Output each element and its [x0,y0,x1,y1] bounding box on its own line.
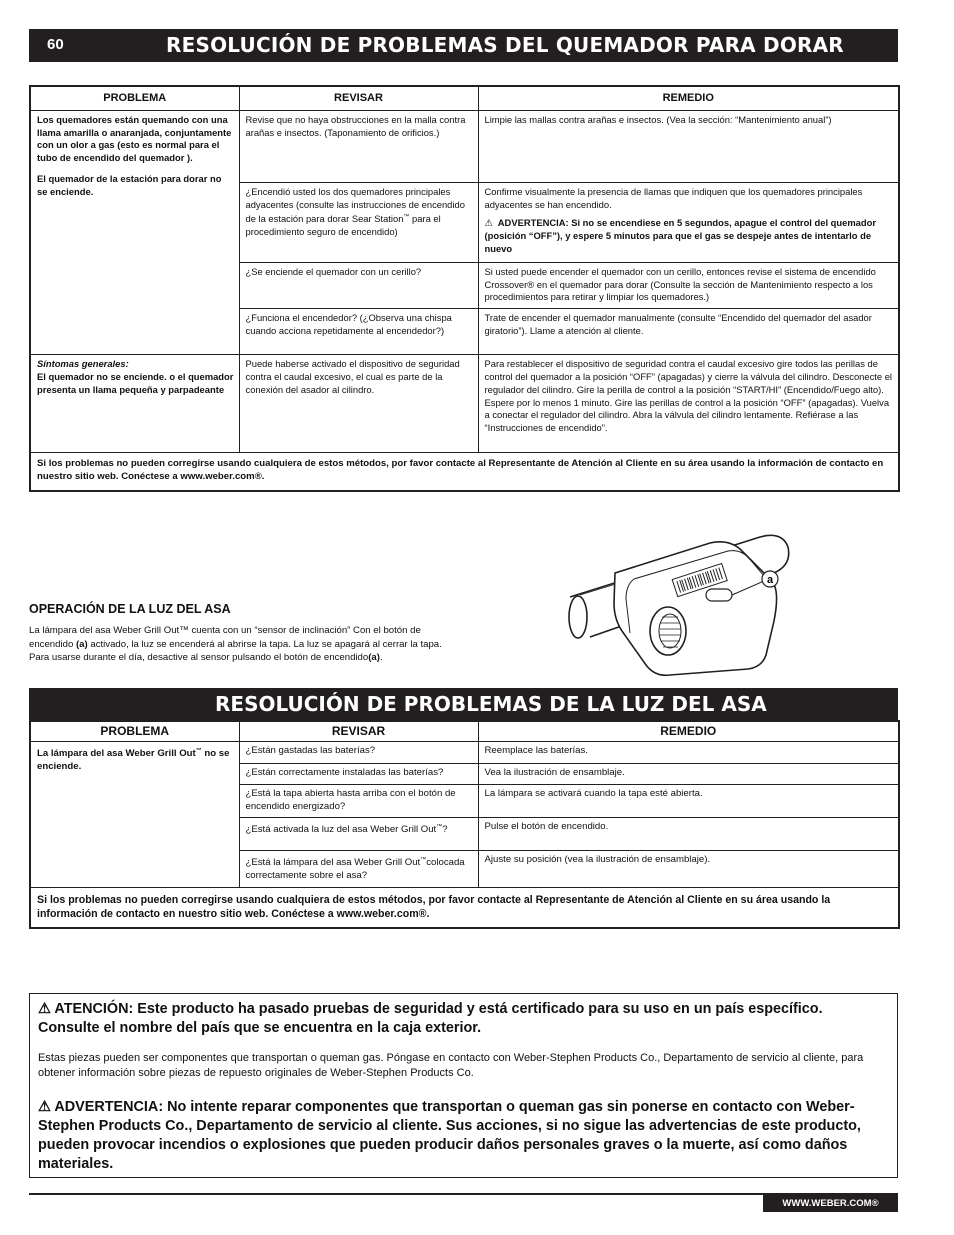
warning-triangle-icon: ⚠ [38,1001,51,1017]
remedy-cell: La lámpara se activará cuando la tapa esté abierta. [478,784,899,818]
problem-cell [30,355,239,453]
table-row [30,355,899,453]
check-cell [239,182,478,262]
check-text: ¿Está la lámpara del asa Weber Grill Out [245,857,421,869]
table-footer-note: Si los problemas no pueden corregirse usando cualquiera de estos métodos, por favor contacte al Representante de Atención al Cliente en su área usando la información de contacto en nuestro sitio web. Conéctese a www.weber.com®. [30,888,899,929]
remedy-cell: Ajuste su posición (vea la ilustración de ensamblaje). [478,851,899,888]
remedy-cell [478,182,899,262]
warning-triangle-icon: ⚠ [484,217,493,229]
column-header-check: REVISAR [239,86,478,110]
table-footer-note: Si los problemas no pueden corregirse usando cualquiera de estos métodos, por favor contacte al Representante de Atención al Cliente en su área usando la información de contacto en nuestro sitio web. Conéctese a www.weber.com®. [30,453,899,491]
column-header-remedy: REMEDIO [478,721,899,741]
operation-text-part: La lámpara del asa Weber Grill Out™ cuenta con un “sensor de inclinación” Con el botón de encendido [29,625,421,650]
operation-text-bold: (a) [368,652,380,663]
problem-cell [30,741,239,887]
trademark: ™ [195,747,202,754]
remedy-cell: Trate de encender el quemador manualmente (consulte “Encendido del quemador del asador giratorio”). Llame a atención al cliente. [478,309,899,355]
check-cell: ¿Están correctamente instaladas las baterías? [239,763,478,784]
remedy-cell: Vea la ilustración de ensamblaje. [478,763,899,784]
problem-text: La lámpara del asa Weber Grill Out [37,747,196,759]
column-header-check: REVISAR [239,721,478,741]
problem-cell [30,110,239,354]
problem-text: Los quemadores están quemando con una llama amarilla o anaranjada, conjuntamente con un olor a gas (esto es normal para el tubo de encendido del quemador ). [37,113,232,164]
power-button-icon [706,589,732,601]
check-cell: Revise que no haya obstrucciones en la malla contra arañas e insectos. (Taponamiento de orificios.) [239,110,478,182]
problem-text: El quemador de la estación para dorar no se enciende. [37,172,222,197]
check-cell: ¿Está la tapa abierta hasta arriba con el botón de encendido energizado? [239,784,478,818]
check-cell: ¿Funciona el encendedor? (¿Observa una chispa cuando acciona repetidamente al encendedor?) [239,309,478,355]
section-title: RESOLUCIÓN DE PROBLEMAS DE LA LUZ DEL ASA [215,692,767,716]
section-header-handle-light [29,688,898,720]
operation-text-bold: (a) [75,638,88,650]
remedy-cell: Limpie las mallas contra arañas e insectos. (Vea la sección: “Mantenimiento anual”) [478,110,899,182]
check-cell: ¿Se enciende el quemador con un cerillo? [239,262,478,308]
trademark: ™ [420,857,427,864]
table-header-row [30,86,899,110]
column-header-problem: PROBLEMA [30,86,239,110]
check-cell: Puede haberse activado el dispositivo de seguridad contra el caudal excesivo, el cual es parte de la conexión del asador al cilindro. [239,355,478,453]
trademark: ™ [436,824,443,831]
safety-warning-box [29,993,898,1178]
remedy-cell: Reemplace las baterías. [478,741,899,763]
check-text: ? [442,824,448,836]
problem-text: no se enciende. [37,747,230,772]
operation-title: OPERACIÓN DE LA LUZ DEL ASA [29,602,231,616]
table-header-row [30,721,899,741]
advertencia-warning [38,1098,888,1174]
check-text: para el procedimiento seguro de encendido) [245,213,441,238]
table-footer-row [30,888,899,929]
table-row [30,110,899,182]
warning-note [485,217,894,255]
troubleshooting-table-handle-light [29,720,900,929]
check-cell: ¿Están gastadas las baterías? [239,741,478,763]
problem-label: Síntomas generales: [37,358,129,370]
check-text: colocada correctamente sobre el asa? [245,857,465,882]
section-title: RESOLUCIÓN DE PROBLEMAS DEL QUEMADOR PARA DORAR [166,33,844,57]
attention-warning [38,1000,888,1038]
problem-text: El quemador no se enciende. o el quemador presenta un llama pequeña y parpadeante [37,370,234,395]
column-header-remedy: REMEDIO [478,86,899,110]
remedy-text: Confirme visualmente la presencia de llamas que indiquen que los quemadores principales adyacentes se han encendido. [484,185,863,210]
operation-text-part: activado, la luz se encenderá al abrirse la tapa. La luz se apagará al cerrar la tapa. Para usarse durante el día, desactive al sensor pulsando el botón de encendido [29,638,442,663]
check-text: ¿Encendió usted los dos quemadores principales adyacentes (consulte las instrucciones de encendido de la estación para dorar Sear Station [245,185,465,225]
warning-triangle-icon: ⚠ [38,1099,51,1115]
column-header-problem: PROBLEMA [30,721,239,741]
warning-text: ADVERTENCIA: Si no se encendiese en 5 segundos, apague el control del quemador (posición “OFF”), y espere 5 minutos para que el gas se despeje antes de intentarlo de nuevo [484,217,876,254]
remedy-cell: Pulse el botón de encendido. [478,818,899,851]
remedy-cell: Para restablecer el dispositivo de seguridad contra el caudal excesivo gire todos las perillas de control del quemador a la posición “OFF” (apagadas) y cierre la válvula del cilindro. Desconecte el regulador del cilindro. Gire la perilla de control a la posición “START/HI” (Encendido/Fuego alto). Espere por lo menos 1 minuto. Gire las perillas de control a la posición “OFF” (apagadas). Vuelva a conectar el regulador del cilindro. Abra la válvula del cilindro lentamente. Refiérase a las “Instrucciones de encendido”. [478,355,899,453]
callout-label-a: a [766,574,774,586]
trademark: ™ [403,214,410,221]
table-row [30,741,899,763]
table-footer-row [30,453,899,491]
section-header-sear-burner [29,29,898,62]
check-cell [239,851,478,888]
check-cell [239,818,478,851]
handle-light-illustration [560,525,800,685]
parts-notice: Estas piezas pueden ser componentes que transportan o queman gas. Póngase en contacto con Weber-Stephen Products Co., Departamento de servicio al cliente, para obtener información sobre piezas de repuesto originales de Weber-Stephen Products Co. [38,1052,864,1079]
operation-text [29,624,449,665]
advertencia-text: ADVERTENCIA: No intente reparar componentes que transportan o queman gas sin ponerse en contacto con Weber-Stephen Products Co., Departamento de servicio al cliente. Sus acciones, si no sigue las advertencias de este producto, pueden provocar incendios o explosiones que pueden producir daños personales graves o la muerte, así como daños materiales. [38,1099,861,1172]
check-text: ¿Está activada la luz del asa Weber Grill Out [245,824,437,836]
page-number: 60 [47,36,64,53]
attention-text: ATENCIÓN: Este producto ha pasado pruebas de seguridad y está certificado para su uso en un país específico. Consulte el nombre del país que se encuentra en la caja exterior. [38,1001,823,1036]
website-link[interactable]: WWW.WEBER.COM® [763,1195,898,1212]
operation-text-part: . [379,652,383,663]
remedy-cell: Si usted puede encender el quemador con un cerillo, entonces revise el sistema de encendido Crossover® en el quemador para dorar (Consulte la sección de Mantenimiento respecto a los procedimientos para retirar y limpiar los quemadores.) [478,262,899,308]
troubleshooting-table-sear-burner [29,85,900,492]
